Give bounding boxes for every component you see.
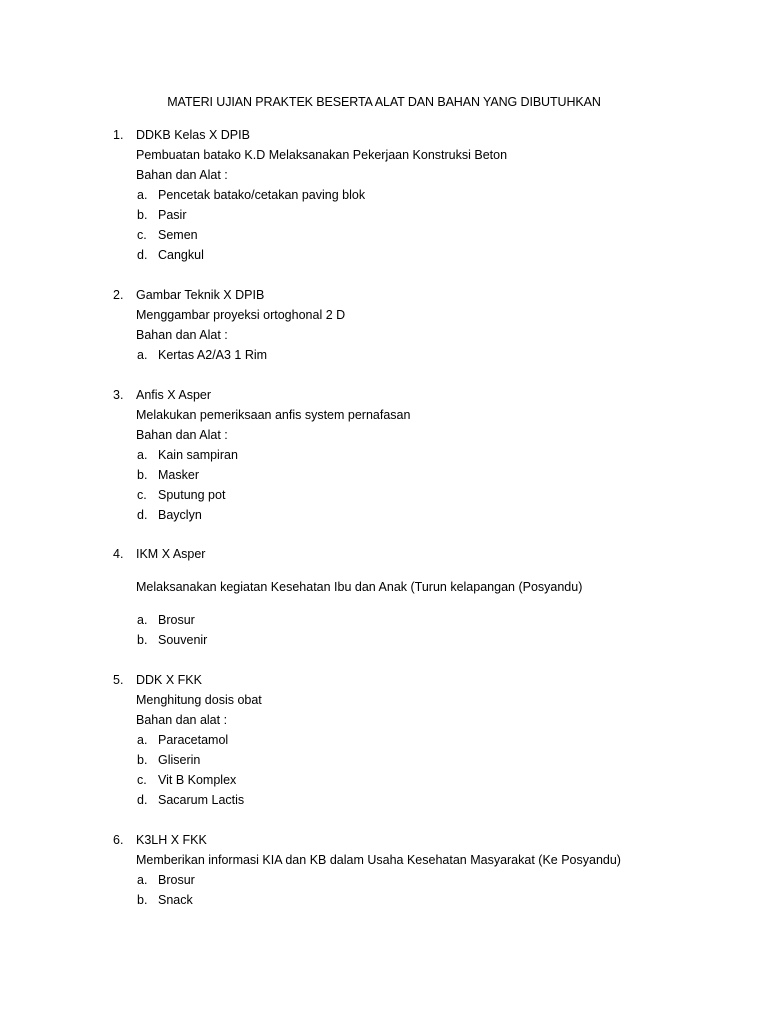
item-number: 3. (113, 388, 124, 402)
material-item (113, 870, 733, 890)
material-item (113, 730, 733, 750)
item-description: Memberikan informasi KIA dan KB dalam Usaha Kesehatan Masyarakat (Ke Posyandu) (136, 853, 621, 867)
material-text: Snack (158, 893, 193, 907)
list-item-1 (113, 125, 733, 265)
item-number: 4. (113, 547, 124, 561)
material-marker: a. (137, 348, 148, 362)
material-text: Gliserin (158, 753, 201, 767)
item-description: Pembuatan batako K.D Melaksanakan Pekerjaan Konstruksi Beton (136, 148, 508, 162)
material-item (113, 485, 733, 505)
material-marker: c. (137, 488, 147, 502)
materials-label: Bahan dan Alat : (136, 328, 228, 342)
material-text: Pencetak batako/cetakan paving blok (158, 188, 366, 202)
list-item-2 (113, 285, 733, 365)
material-text: Brosur (158, 873, 195, 887)
material-text: Paracetamol (158, 733, 229, 747)
item-heading: Anfis X Asper (136, 388, 212, 402)
material-item (113, 505, 733, 525)
material-marker: a. (137, 733, 148, 747)
item-heading: DDKB Kelas X DPIB (136, 128, 250, 142)
material-text: Kain sampiran (158, 448, 238, 462)
material-item (113, 465, 733, 485)
material-marker: b. (137, 208, 148, 222)
material-item (113, 770, 733, 790)
material-marker: a. (137, 188, 148, 202)
material-text: Souvenir (158, 633, 208, 647)
materials-label: Bahan dan Alat : (136, 168, 228, 182)
material-text: Cangkul (158, 248, 204, 262)
material-marker: d. (137, 248, 148, 262)
document-title: MATERI UJIAN PRAKTEK BESERTA ALAT DAN BAHAN YANG DIBUTUHKAN (167, 95, 601, 109)
list-item-4 (113, 544, 733, 650)
material-item (113, 890, 733, 910)
list-item-3 (113, 385, 733, 525)
material-marker: a. (137, 613, 148, 627)
list-item-5 (113, 670, 733, 810)
list-item-6 (113, 830, 733, 910)
material-item (113, 345, 733, 365)
material-item (113, 630, 733, 650)
material-text: Kertas A2/A3 1 Rim (158, 348, 268, 362)
material-text: Sputung pot (158, 488, 226, 502)
item-number: 1. (113, 128, 124, 142)
material-item (113, 750, 733, 770)
material-text: Semen (158, 228, 198, 242)
material-item (113, 610, 733, 630)
material-item (113, 205, 733, 225)
item-number: 2. (113, 288, 124, 302)
materials-label: Bahan dan Alat : (136, 428, 228, 442)
material-text: Vit B Komplex (158, 773, 237, 787)
material-item (113, 225, 733, 245)
material-marker: d. (137, 508, 148, 522)
material-marker: c. (137, 228, 147, 242)
material-marker: b. (137, 753, 148, 767)
material-text: Pasir (158, 208, 187, 222)
material-marker: b. (137, 468, 148, 482)
material-item (113, 245, 733, 265)
material-marker: c. (137, 773, 147, 787)
item-description: Menggambar proyeksi ortoghonal 2 D (136, 308, 346, 322)
material-marker: d. (137, 793, 148, 807)
item-heading: Gambar Teknik X DPIB (136, 288, 265, 302)
material-item (113, 790, 733, 810)
item-heading: K3LH X FKK (136, 833, 207, 847)
material-marker: b. (137, 633, 148, 647)
material-text: Bayclyn (158, 508, 202, 522)
item-description: Menghitung dosis obat (136, 693, 262, 707)
material-marker: a. (137, 873, 148, 887)
item-number: 6. (113, 833, 124, 847)
item-number: 5. (113, 673, 124, 687)
material-item (113, 185, 733, 205)
material-text: Masker (158, 468, 199, 482)
item-description: Melaksanakan kegiatan Kesehatan Ibu dan Anak (Turun kelapangan (Posyandu) (136, 580, 583, 594)
item-heading: IKM X Asper (136, 547, 206, 561)
item-heading: DDK X FKK (136, 673, 202, 687)
material-text: Brosur (158, 613, 195, 627)
material-marker: a. (137, 448, 148, 462)
material-item (113, 445, 733, 465)
material-marker: b. (137, 893, 148, 907)
material-text: Sacarum Lactis (158, 793, 245, 807)
item-description: Melakukan pemeriksaan anfis system pernafasan (136, 408, 411, 422)
materials-label: Bahan dan alat : (136, 713, 228, 727)
